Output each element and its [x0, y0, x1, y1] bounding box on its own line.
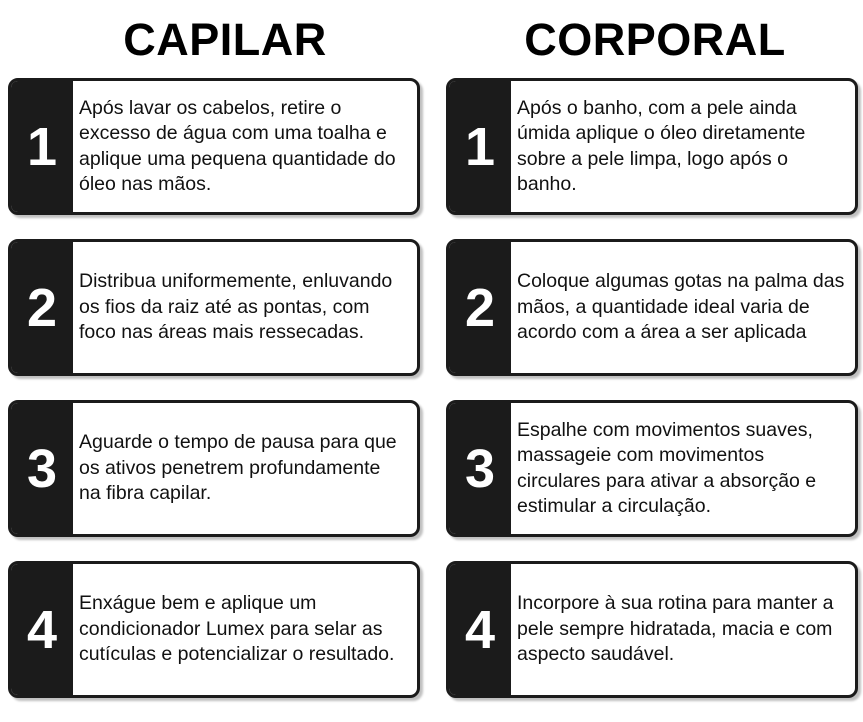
step-text: Após lavar os cabelos, retire o excesso de água com uma toalha e aplique uma pequena quantidade do óleo nas mãos.: [79, 96, 396, 195]
capilar-step-3-card: [8, 400, 420, 537]
capilar-step-4-card: [8, 561, 420, 698]
step-number: 2: [11, 242, 73, 373]
step-text: Espalhe com movimentos suaves, massageie com movimentos circulares para ativar a absorção e estimular a circulação.: [517, 418, 817, 517]
step-number: 4: [449, 564, 511, 695]
step-text: Distribua uniformemente, enluvando os fios da raiz até as pontas, com foco nas áreas mais ressecadas.: [79, 270, 393, 344]
capilar-step-2-card: [8, 239, 420, 376]
corporal-steps: [446, 78, 858, 722]
capilar-steps: [8, 78, 420, 722]
step-number: 1: [11, 81, 73, 212]
step-text: Coloque algumas gotas na palma das mãos, a quantidade ideal varia de acordo com a área a ser aplicada: [517, 270, 845, 344]
step-number: 2: [449, 242, 511, 373]
step-number: 4: [11, 564, 73, 695]
capilar-title: CAPILAR: [123, 14, 327, 65]
step-text: Aguarde o tempo de pausa para que os ativos penetrem profundamente na fibra capilar.: [79, 431, 397, 505]
capilar-step-1-card: [8, 78, 420, 215]
step-text: Incorpore à sua rotina para manter a pele sempre hidratada, macia e com aspecto saudável.: [517, 592, 834, 666]
corporal-step-1-card: [446, 78, 858, 215]
step-number: 1: [449, 81, 511, 212]
step-text: Enxágue bem e aplique um condicionador Lumex para selar as cutículas e potencializar o resultado.: [79, 592, 395, 666]
corporal-step-3-card: [446, 400, 858, 537]
step-number: 3: [449, 403, 511, 534]
step-text: Após o banho, com a pele ainda úmida aplique o óleo diretamente sobre a pele limpa, logo após o banho.: [517, 96, 806, 195]
step-number: 3: [11, 403, 73, 534]
corporal-title: CORPORAL: [524, 14, 786, 65]
corporal-step-4-card: [446, 561, 858, 698]
corporal-step-2-card: [446, 239, 858, 376]
